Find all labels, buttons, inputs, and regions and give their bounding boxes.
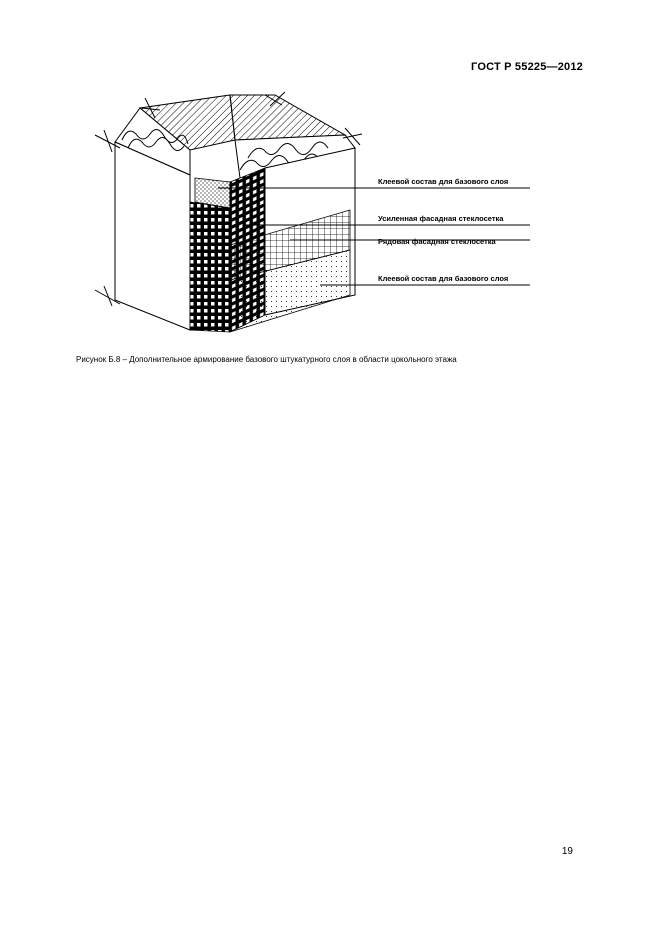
figure-caption: Рисунок Б.8 – Дополнительное армирование базового штукатурного слоя в области цокольного этажа	[76, 355, 457, 364]
label-reinforced-mesh: Усиленная фасадная стеклосетка	[378, 214, 504, 223]
reinforcement-diagram	[90, 90, 550, 350]
left-wall-face	[115, 142, 190, 330]
page-number: 19	[561, 846, 573, 857]
label-adhesive-top: Клеевой состав для базового слоя	[378, 177, 509, 186]
label-adhesive-bottom: Клеевой состав для базового слоя	[378, 274, 509, 283]
label-standard-mesh: Рядовая фасадная стеклосетка	[378, 237, 496, 246]
corner-heavy-mesh-left	[190, 202, 230, 332]
document-code: ГОСТ Р 55225—2012	[471, 61, 583, 73]
